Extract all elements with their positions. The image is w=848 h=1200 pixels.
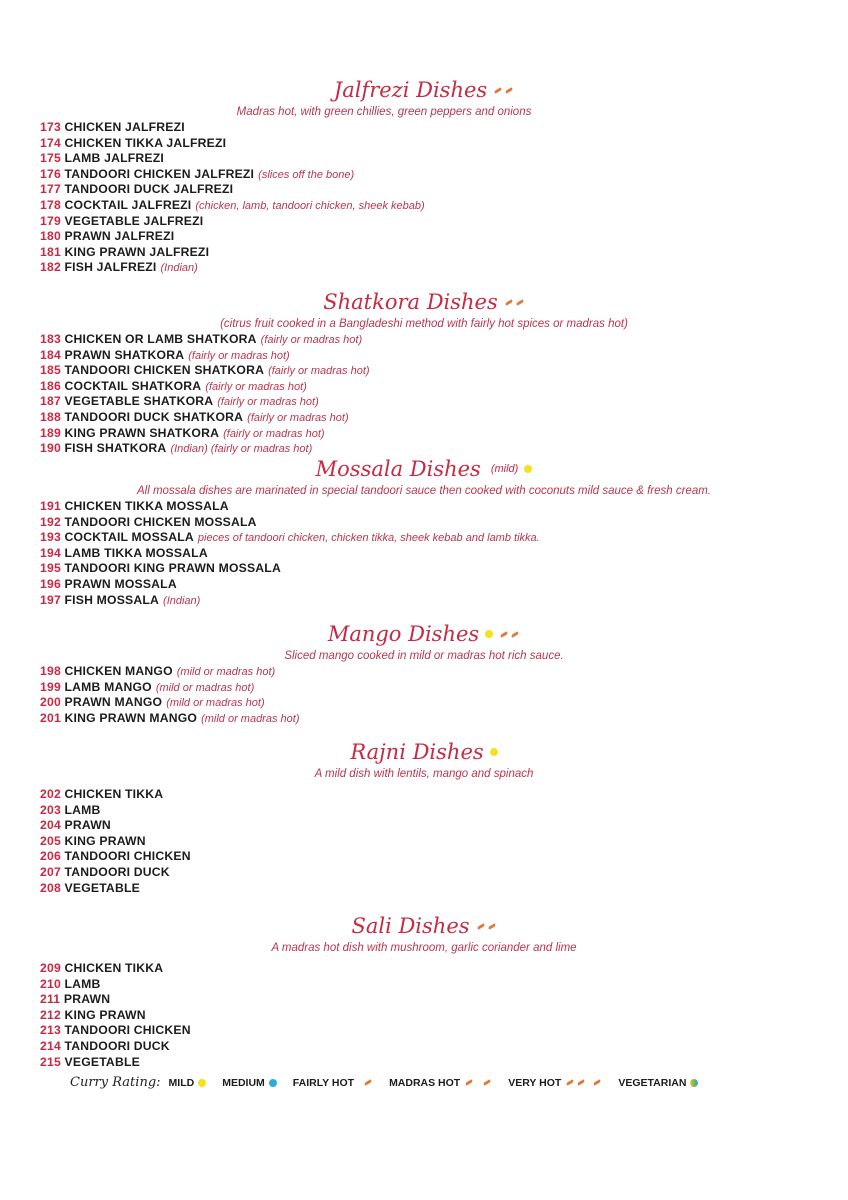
item-note: (fairly or madras hot) — [260, 334, 363, 346]
legend-text: MILD — [168, 1076, 195, 1089]
menu-item — [40, 1055, 848, 1071]
menu-item — [40, 182, 848, 198]
menu-item — [40, 561, 848, 577]
section-title-row — [0, 287, 848, 317]
chili-icon — [487, 923, 495, 930]
menu-item — [40, 818, 848, 834]
item-number: 204 — [40, 818, 61, 833]
chili-icon — [566, 1079, 574, 1086]
item-name: CHICKEN TIKKA MOSSALA — [64, 499, 229, 513]
item-name: TANDOORI CHICKEN JALFREZI — [64, 166, 255, 181]
menu-item — [40, 530, 848, 546]
legend-fairly-hot — [293, 1077, 373, 1089]
chili-icon — [465, 1079, 473, 1086]
item-number: 201 — [40, 710, 61, 725]
item-number: 193 — [40, 530, 61, 545]
item-name: PRAWN SHATKORA — [64, 347, 185, 362]
legend-madras-hot — [389, 1077, 492, 1089]
item-number: 173 — [40, 120, 61, 134]
medium-dot-icon — [269, 1079, 277, 1087]
item-number: 189 — [40, 425, 61, 440]
item-name: TANDOORI CHICKEN MOSSALA — [64, 514, 257, 529]
section-mossala — [0, 454, 848, 608]
menu-item — [40, 410, 848, 426]
item-number: 185 — [40, 363, 61, 378]
legend-medium — [222, 1077, 277, 1089]
item-name: LAMB MANGO — [64, 679, 152, 694]
menu-item — [40, 1039, 848, 1055]
item-number: 176 — [40, 166, 61, 181]
item-number: 177 — [40, 182, 61, 197]
item-list — [40, 332, 848, 457]
madras-hot-icon — [493, 89, 514, 92]
madras-hot-icon — [504, 301, 525, 304]
legend-text: MADRAS HOT — [389, 1076, 461, 1089]
item-name: VEGETABLE — [64, 1054, 140, 1069]
item-number: 188 — [40, 409, 61, 424]
item-note: (fairly or madras hot) — [247, 411, 349, 424]
menu-item — [40, 834, 848, 850]
section-title: Mango Dishes — [327, 622, 480, 646]
item-name: LAMB — [64, 976, 101, 991]
item-list — [40, 961, 848, 1070]
menu-item — [40, 1023, 848, 1039]
chili-icon — [516, 299, 524, 306]
item-note: (Indian) (fairly or madras hot) — [170, 443, 313, 456]
section-title: Shatkora Dishes — [323, 290, 498, 314]
item-number: 190 — [40, 441, 61, 456]
item-name: KING PRAWN JALFREZI — [64, 244, 210, 259]
chili-icon — [500, 631, 508, 638]
item-name: TANDOORI DUCK — [64, 1038, 170, 1053]
mild-dot-icon — [524, 465, 532, 473]
legend-text: FAIRLY HOT — [292, 1076, 355, 1089]
very-hot-icon — [565, 1081, 602, 1084]
chili-icon — [476, 923, 484, 930]
item-name: FISH JALFREZI — [64, 260, 157, 275]
menu-item — [40, 593, 848, 609]
menu-item — [40, 881, 848, 897]
madras-hot-icon — [464, 1081, 492, 1084]
section-description: Madras hot, with green chillies, green peppers and onions — [236, 106, 532, 118]
legend-text: VERY HOT — [508, 1076, 562, 1089]
menu-item — [40, 151, 848, 167]
menu-item — [40, 803, 848, 819]
vegetarian-icon — [690, 1079, 698, 1087]
item-number: 214 — [40, 1038, 61, 1053]
item-note: (Indian) — [163, 594, 201, 607]
item-number: 174 — [40, 135, 61, 150]
menu-item — [40, 167, 848, 183]
section-title-note: (mild) — [490, 463, 519, 475]
chili-icon — [364, 1079, 372, 1086]
item-number: 199 — [40, 679, 61, 694]
item-note: (mild or madras hot) — [155, 681, 255, 694]
item-number: 181 — [40, 244, 61, 259]
section-description: A mild dish with lentils, mango and spinach — [314, 768, 534, 780]
item-number: 208 — [40, 880, 61, 895]
section-rajni — [0, 737, 848, 896]
item-name: TANDOORI CHICKEN — [64, 1023, 191, 1038]
item-name: PRAWN — [63, 992, 111, 1007]
section-sali — [0, 911, 848, 1070]
item-note: (chicken, lamb, tandoori chicken, sheek kebab) — [195, 199, 425, 212]
item-name: TANDOORI KING PRAWN MOSSALA — [64, 561, 281, 576]
chili-icon — [494, 87, 502, 94]
menu-item — [40, 577, 848, 593]
section-title-row — [0, 737, 848, 767]
item-number: 195 — [40, 561, 61, 576]
item-name: COCKTAIL JALFREZI — [64, 197, 192, 212]
item-number: 196 — [40, 576, 61, 591]
menu-item — [40, 711, 848, 727]
item-number: 207 — [40, 864, 61, 879]
menu-item — [40, 977, 848, 993]
legend-label: Curry Rating: — [70, 1075, 161, 1090]
menu-item — [40, 499, 848, 515]
menu-item — [40, 332, 848, 348]
chili-icon — [593, 1079, 601, 1086]
menu-item — [40, 198, 848, 214]
item-name: LAMB JALFREZI — [64, 151, 164, 166]
menu-item — [40, 787, 848, 803]
item-name: CHICKEN OR LAMB SHATKORA — [64, 332, 257, 346]
item-number: 183 — [40, 332, 61, 346]
item-note: (Indian) — [160, 262, 198, 275]
item-list — [40, 787, 848, 896]
menu-item — [40, 120, 848, 136]
item-name: KING PRAWN MANGO — [64, 710, 198, 725]
item-number: 192 — [40, 514, 61, 529]
item-number: 205 — [40, 833, 61, 848]
menu-item — [40, 1008, 848, 1024]
item-name: CHICKEN TIKKA — [64, 961, 164, 975]
chili-icon — [483, 1079, 491, 1086]
chili-icon — [577, 1079, 585, 1086]
menu-item — [40, 546, 848, 562]
item-number: 182 — [40, 260, 61, 275]
menu-item — [40, 865, 848, 881]
item-name: LAMB — [64, 802, 101, 817]
item-number: 178 — [40, 197, 61, 212]
menu-item — [40, 245, 848, 261]
item-number: 180 — [40, 229, 61, 244]
item-number: 175 — [40, 151, 61, 166]
item-number: 206 — [40, 849, 61, 864]
item-name: TANDOORI DUCK JALFREZI — [64, 182, 234, 197]
item-number: 187 — [40, 394, 61, 409]
legend-vegetarian — [618, 1077, 698, 1089]
item-note: (mild or madras hot) — [176, 666, 276, 678]
item-number: 213 — [40, 1023, 61, 1038]
item-number: 191 — [40, 499, 61, 513]
menu-item — [40, 849, 848, 865]
menu-item — [40, 229, 848, 245]
section-shatkora — [0, 287, 848, 457]
item-number: 215 — [40, 1054, 61, 1069]
curry-rating-legend — [70, 1075, 708, 1090]
item-name: TANDOORI CHICKEN SHATKORA — [64, 363, 265, 378]
menu-item — [40, 961, 848, 977]
item-number: 211 — [40, 992, 61, 1007]
menu-item — [40, 394, 848, 410]
item-number: 210 — [40, 976, 61, 991]
item-name: KING PRAWN SHATKORA — [64, 425, 220, 440]
item-name: KING PRAWN — [64, 833, 146, 848]
menu-item — [40, 260, 848, 276]
section-title: Rajni Dishes — [350, 740, 484, 764]
item-number: 194 — [40, 545, 61, 560]
madras-hot-icon — [499, 633, 520, 636]
mild-dot-icon — [198, 1079, 206, 1087]
item-name: PRAWN JALFREZI — [64, 229, 175, 244]
menu-item — [40, 695, 848, 711]
section-title: Sali Dishes — [351, 914, 470, 938]
section-description: All mossala dishes are marinated in special tandoori sauce then cooked with coconuts mild sauce & fresh cream. — [136, 485, 711, 497]
item-name: FISH MOSSALA — [64, 592, 160, 607]
item-note: (mild or madras hot) — [166, 697, 265, 710]
item-name: VEGETABLE SHATKORA — [64, 394, 214, 409]
item-name: CHICKEN TIKKA — [64, 787, 164, 801]
chili-icon — [505, 299, 513, 306]
item-name: CHICKEN JALFREZI — [64, 120, 185, 134]
section-title: Jalfrezi Dishes — [333, 78, 488, 102]
item-name: COCKTAIL SHATKORA — [64, 378, 202, 393]
item-name: TANDOORI DUCK — [64, 864, 170, 879]
item-note: (slices off the bone) — [258, 168, 355, 181]
item-note: (fairly or madras hot) — [223, 427, 325, 440]
menu-item — [40, 214, 848, 230]
section-description: Sliced mango cooked in mild or madras hot rich sauce. — [284, 650, 564, 662]
item-name: TANDOORI CHICKEN — [64, 849, 191, 864]
chili-icon — [505, 87, 513, 94]
section-description: (citrus fruit cooked in a Bangladeshi method with fairly hot spices or madras hot) — [220, 318, 628, 330]
item-number: 200 — [40, 695, 61, 710]
menu-item — [40, 363, 848, 379]
item-list — [40, 499, 848, 608]
section-title-row — [0, 454, 848, 484]
section-mango — [0, 619, 848, 726]
item-name: LAMB TIKKA MOSSALA — [64, 545, 208, 560]
section-title-row — [0, 75, 848, 105]
item-name: TANDOORI DUCK SHATKORA — [64, 409, 244, 424]
item-note: (fairly or madras hot) — [188, 349, 290, 362]
menu-item — [40, 426, 848, 442]
menu-item — [40, 664, 848, 680]
item-list — [40, 120, 848, 276]
item-name: VEGETABLE JALFREZI — [64, 213, 204, 228]
item-number: 202 — [40, 787, 61, 801]
chili-icon — [511, 631, 519, 638]
menu-item — [40, 136, 848, 152]
item-note: pieces of tandoori chicken, chicken tikka, sheek kebab and lamb tikka. — [197, 532, 540, 545]
section-title: Mossala Dishes — [315, 457, 481, 481]
menu-item — [40, 515, 848, 531]
madras-hot-icon — [476, 925, 497, 928]
item-name: CHICKEN TIKKA JALFREZI — [64, 135, 227, 150]
legend-mild — [169, 1077, 207, 1089]
legend-very-hot — [508, 1077, 602, 1089]
item-number: 179 — [40, 213, 61, 228]
item-name: PRAWN MOSSALA — [64, 576, 177, 591]
item-number: 203 — [40, 802, 61, 817]
legend-text: MEDIUM — [222, 1076, 265, 1089]
menu-item — [40, 680, 848, 696]
item-note: (fairly or madras hot) — [268, 365, 370, 378]
item-number: 184 — [40, 347, 61, 362]
menu-item — [40, 379, 848, 395]
item-number: 209 — [40, 961, 61, 975]
item-name: PRAWN — [64, 818, 111, 833]
mild-dot-icon — [485, 630, 493, 638]
section-description: A madras hot dish with mushroom, garlic coriander and lime — [271, 942, 577, 954]
mild-dot-icon — [490, 748, 498, 756]
menu-item — [40, 348, 848, 364]
item-name: KING PRAWN — [64, 1007, 146, 1022]
item-number: 198 — [40, 664, 61, 678]
section-title-row — [0, 911, 848, 941]
section-jalfrezi — [0, 75, 848, 276]
menu-item — [40, 992, 848, 1008]
item-name: PRAWN MANGO — [64, 695, 163, 710]
item-name: VEGETABLE — [64, 880, 140, 895]
item-name: COCKTAIL MOSSALA — [64, 530, 194, 545]
item-note: (fairly or madras hot) — [217, 396, 319, 409]
section-title-row — [0, 619, 848, 649]
item-note: (mild or madras hot) — [201, 712, 300, 725]
item-number: 197 — [40, 592, 61, 607]
item-number: 212 — [40, 1007, 61, 1022]
legend-text: VEGETARIAN — [618, 1076, 687, 1089]
item-note: (fairly or madras hot) — [205, 380, 307, 393]
item-name: CHICKEN MANGO — [64, 664, 173, 678]
item-number: 186 — [40, 378, 61, 393]
item-list — [40, 664, 848, 726]
item-name: FISH SHATKORA — [64, 441, 167, 456]
